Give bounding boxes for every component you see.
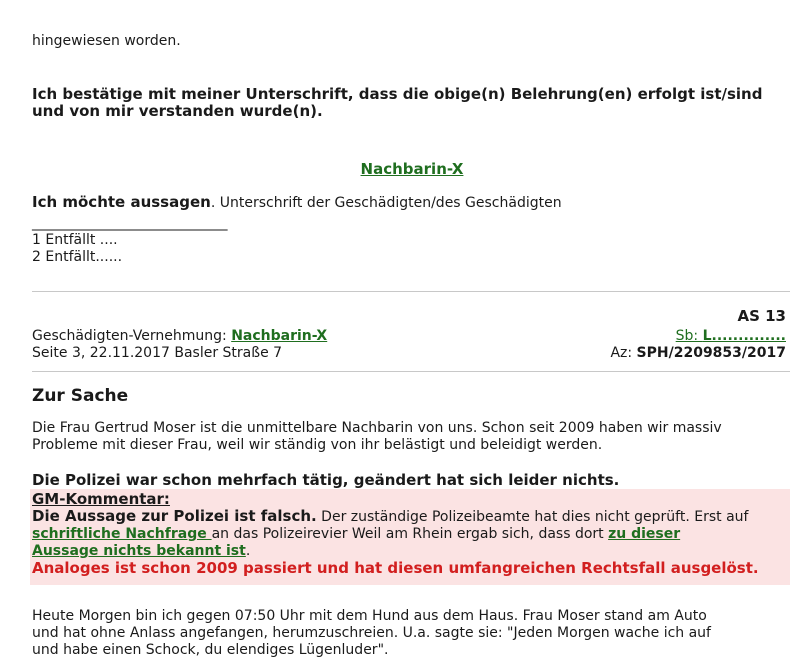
- comment-line-2: [32, 526, 792, 543]
- comment-line-3: [32, 543, 792, 560]
- paragraph-1-line-1: Die Frau Gertrud Moser ist die unmittelbare Nachbarin von uns. Schon seit 2009 haben wir massiv: [32, 420, 722, 436]
- comment-line-1: [32, 508, 792, 526]
- final-line-3: und habe einen Schock, du elendiges Lügenluder".: [32, 642, 389, 658]
- police-statement: Die Polizei war schon mehrfach tätig, geändert hat sich leider nichts.: [32, 471, 620, 489]
- az-reference: [610, 345, 786, 362]
- paragraph-1-line-2: Probleme mit dieser Frau, weil wir ständig von ihr belästigt und beleidigt werden.: [32, 437, 603, 453]
- sb-value: L..............: [702, 328, 786, 344]
- paragraph-1: [32, 420, 792, 454]
- footnote-1: 1 Entfällt ....: [32, 232, 118, 248]
- testimony-bold: Ich möchte aussagen: [32, 193, 211, 211]
- header-divider: [32, 371, 790, 372]
- footnote-2: 2 Entfällt......: [32, 249, 123, 265]
- signer-name-row: [32, 161, 792, 179]
- as-number: AS 13: [737, 307, 786, 325]
- comment-line-3-end: .: [245, 543, 251, 559]
- final-line-1: Heute Morgen bin ich gegen 07:50 Uhr mit dem Hund aus dem Haus. Frau Moser stand am Auto: [32, 608, 707, 624]
- page-divider: [32, 291, 790, 292]
- title-prefix: Geschädigten-Vernehmung:: [32, 328, 232, 344]
- sb-label: Sb:: [675, 328, 703, 344]
- link-zu-dieser[interactable]: zu dieser: [608, 526, 681, 542]
- confirmation-line-2: und von mir verstanden wurde(n).: [32, 102, 323, 120]
- comment-line-1-rest: Der zuständige Polizeibeamte hat dies nicht geprüft. Erst auf: [316, 509, 749, 525]
- page-info: Seite 3, 22.11.2017 Basler Straße 7: [32, 345, 283, 361]
- signer-name: Nachbarin-X: [360, 160, 464, 178]
- text-fragment: hingewiesen worden.: [32, 33, 181, 49]
- link-aussage-nicht-bekannt[interactable]: Aussage nichts bekannt ist: [32, 543, 246, 559]
- signature-line: ______________________________: [32, 215, 227, 231]
- az-value: SPH/2209853/2017: [636, 345, 786, 361]
- comment-line-4: Analoges ist schon 2009 passiert und hat diesen umfangreichen Rechtsfall ausgelöst.: [32, 559, 759, 577]
- final-paragraph: [32, 608, 792, 659]
- final-line-2: und hat ohne Anlass angefangen, herumzuschreien. U.a. sagte sie: "Jeden Morgen wache ich auf: [32, 625, 711, 641]
- az-label: Az:: [610, 345, 637, 361]
- confirmation-line-1: Ich bestätige mit meiner Unterschrift, dass die obige(n) Belehrung(en) erfolgt ist/sind: [32, 85, 763, 103]
- testimony-rest: . Unterschrift der Geschädigten/des Geschädigten: [210, 195, 562, 211]
- sb-reference: [676, 328, 786, 345]
- link-schriftliche-nachfrage[interactable]: schriftliche Nachfrage: [32, 526, 212, 542]
- document-title: [32, 328, 327, 345]
- section-heading: Zur Sache: [32, 386, 129, 406]
- title-name: Nachbarin-X: [231, 328, 328, 344]
- comment-label: GM-Kommentar:: [32, 490, 170, 508]
- confirmation-statement: [32, 86, 792, 120]
- comment-line-1-bold: Die Aussage zur Polizei ist falsch.: [32, 507, 317, 525]
- comment-line-2-mid: an das Polizeirevier Weil am Rhein ergab sich, dass dort: [211, 526, 609, 542]
- comment-content: [32, 491, 792, 577]
- testimony-line: [32, 194, 792, 212]
